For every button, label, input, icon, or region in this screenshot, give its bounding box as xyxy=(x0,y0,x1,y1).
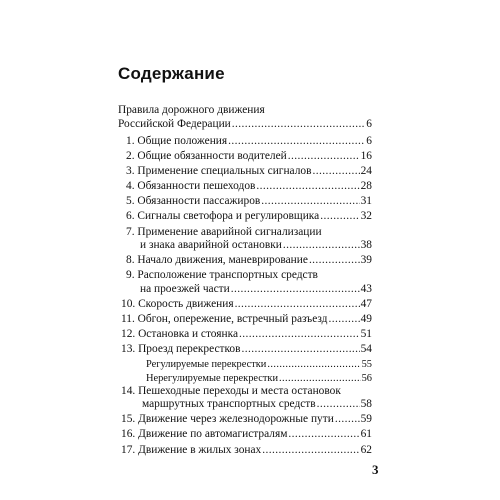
toc-entry[interactable] xyxy=(121,413,372,426)
leader-dots xyxy=(228,135,365,148)
toc-entry[interactable] xyxy=(126,210,372,223)
toc-entry-page: 51 xyxy=(360,328,372,340)
toc-entry-page: 55 xyxy=(361,359,372,370)
toc-entry[interactable] xyxy=(121,444,372,457)
toc-entry-page: 56 xyxy=(361,373,372,384)
toc-entry-text: Регулируемые перекрестки xyxy=(146,359,267,370)
toc-entry-page: 24 xyxy=(360,165,372,177)
leader-dots xyxy=(317,398,360,411)
toc-entry-text: 17. Движение в жилых зонах xyxy=(121,444,262,456)
leader-dots xyxy=(235,298,360,311)
leader-dots xyxy=(256,180,359,193)
toc-entry[interactable] xyxy=(126,150,372,163)
leader-dots xyxy=(288,150,360,163)
leader-dots xyxy=(288,428,359,441)
page-title: Содержание xyxy=(118,64,225,83)
toc-entry-text: 7. Применение аварийной сигнализации xyxy=(126,226,322,238)
toc-entry-text: 16. Движение по автомагистралям xyxy=(121,428,288,440)
toc-entry-text-cont: на проезжей части xyxy=(140,283,230,295)
toc-entry-page: 43 xyxy=(360,283,372,295)
leader-dots xyxy=(312,165,359,178)
toc-entry-text: 8. Начало движения, маневрирование xyxy=(126,254,308,266)
toc-entry[interactable] xyxy=(140,283,372,296)
toc-entry[interactable] xyxy=(142,398,372,411)
toc-entry-page: 6 xyxy=(366,118,372,130)
leader-dots xyxy=(267,358,360,371)
toc-entry-text: 2. Общие обязанности водителей xyxy=(126,150,287,162)
toc-entry-page: 62 xyxy=(360,444,372,456)
page-number: 3 xyxy=(372,462,379,477)
toc-entry-page: 59 xyxy=(360,413,372,425)
toc-entry-page: 54 xyxy=(360,343,372,355)
toc-entry-page: 28 xyxy=(360,180,372,192)
toc-entry-page: 31 xyxy=(360,195,372,207)
toc-entry[interactable] xyxy=(121,298,372,311)
toc-entry[interactable] xyxy=(121,428,372,441)
toc-entry-text: 1. Общие положения xyxy=(126,135,228,147)
leader-dots xyxy=(242,343,360,356)
leader-dots xyxy=(335,413,360,426)
toc-entry[interactable] xyxy=(126,254,372,267)
toc-entry-text: 10. Скорость движения xyxy=(121,298,234,310)
toc-entry-text: 13. Проезд перекрестков xyxy=(121,343,241,355)
toc-section-title: Правила дорожного движения xyxy=(118,104,265,116)
toc-entry-page: 32 xyxy=(360,210,372,222)
leader-dots xyxy=(231,283,360,296)
toc-subentry[interactable] xyxy=(146,372,372,385)
leader-dots xyxy=(309,254,360,267)
toc-entry-text: 6. Сигналы светофора и регулировщика xyxy=(126,210,320,222)
toc-entry[interactable] xyxy=(126,135,372,148)
toc-entry[interactable] xyxy=(121,328,372,341)
toc-entry-page: 58 xyxy=(360,398,372,410)
toc-subentry[interactable] xyxy=(146,358,372,371)
leader-dots xyxy=(279,372,361,385)
leader-dots xyxy=(239,328,360,341)
toc-entry-rules[interactable] xyxy=(118,118,372,131)
leader-dots xyxy=(283,239,360,252)
toc-entry-page: 16 xyxy=(360,150,372,162)
toc-entry[interactable] xyxy=(126,165,372,178)
toc-entry-text-cont: и знака аварийной остановки xyxy=(140,239,282,251)
toc-entry-page: 38 xyxy=(360,239,372,251)
toc-entry-text: 11. Обгон, опережение, встречный разъезд xyxy=(121,313,328,325)
leader-dots xyxy=(232,118,366,131)
leader-dots xyxy=(328,313,359,326)
toc-entry[interactable] xyxy=(140,239,372,252)
toc-entry-page: 61 xyxy=(360,428,372,440)
toc-entry-page: 49 xyxy=(360,313,372,325)
toc-entry[interactable] xyxy=(121,343,372,356)
toc-entry-page: 6 xyxy=(366,135,372,147)
toc-entry-page: 47 xyxy=(360,298,372,310)
toc-entry[interactable] xyxy=(126,180,372,193)
leader-dots xyxy=(262,444,359,457)
toc-entry-text: 5. Обязанности пассажиров xyxy=(126,195,261,207)
leader-dots xyxy=(320,210,359,223)
toc-entry-text: 3. Применение специальных сигналов xyxy=(126,165,312,177)
toc-entry-page: 39 xyxy=(360,254,372,266)
toc-entry[interactable] xyxy=(126,195,372,208)
toc-entry-text: 14. Пешеходные переходы и места остановок xyxy=(121,385,341,397)
toc-entry[interactable] xyxy=(121,313,372,326)
toc-entry-text: Российской Федерации xyxy=(118,118,231,130)
toc-entry-text: 9. Расположение транспортных средств xyxy=(126,269,318,281)
toc-entry-text: 12. Остановка и стоянка xyxy=(121,328,239,340)
toc-entry-text: 15. Движение через железнодорожные пути xyxy=(121,413,334,425)
toc-entry-text: 4. Обязанности пешеходов xyxy=(126,180,256,192)
toc-entry-text: Нерегулируемые перекрестки xyxy=(146,373,279,384)
toc-entry-text-cont: маршрутных транспортных средств xyxy=(142,398,316,410)
leader-dots xyxy=(261,195,359,208)
